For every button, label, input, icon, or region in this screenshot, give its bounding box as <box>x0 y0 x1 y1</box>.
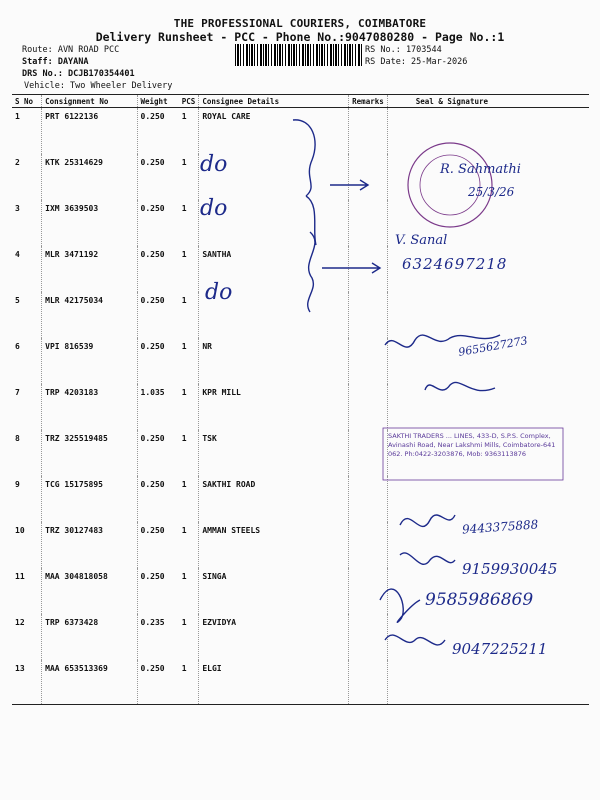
cell-pcs: 1 <box>179 660 199 705</box>
cell-consignment: MAA 304818058 <box>42 568 137 614</box>
cell-consignee: ROYAL CARE <box>199 108 349 155</box>
cell-consignee: AMMAN STEELS <box>199 522 349 568</box>
cell-pcs: 1 <box>181 618 187 627</box>
cell-sno: 2 <box>15 158 20 167</box>
cell-consignee: SANTHA <box>199 246 349 292</box>
bracket-stroke <box>308 232 315 312</box>
col-weight: Weight <box>137 95 179 108</box>
cell-consignment: TRZ 30127483 <box>42 522 137 568</box>
cell-weight: 0.250 <box>137 476 179 522</box>
cell-sno: 8 <box>15 434 20 443</box>
signature-phone: 9655627273 <box>457 334 529 359</box>
cell-consignment: MLR 42175034 <box>42 292 137 338</box>
signature-phone: 9443375888 <box>461 517 539 537</box>
col-signature: Seal & Signature <box>387 95 589 108</box>
cell-weight: 1.035 <box>137 384 179 430</box>
bracket-stroke <box>293 120 315 196</box>
cell-consignment: KTK 25314629 <box>42 154 137 200</box>
rs-date-text: RS Date: 25-Mar-2026 <box>365 57 468 67</box>
cell-sno: 7 <box>15 388 20 397</box>
signature-phone: 9159930045 <box>462 560 558 578</box>
cell-consignee: ELGI <box>199 660 349 705</box>
ditto-mark: do <box>205 280 233 305</box>
signature-name: R. Sahmathi <box>440 162 521 177</box>
cell-consignment: TRP 4203183 <box>42 384 137 430</box>
shop-stamp-text: SAKTHI TRADERS ... LINES, 433-D, S.P.S. Complex, Avinashi Road, Near Lakshmi Mills, Coimbatore-641 062. Ph:0422-3203876, Mob: 9363113876 <box>388 432 556 458</box>
cell-consignee: NR <box>199 338 349 384</box>
cell-pcs: 1 <box>181 296 187 305</box>
cell-weight: 0.250 <box>137 292 179 338</box>
cell-pcs: 1 <box>181 480 187 489</box>
signature-phone: 9585986869 <box>425 590 534 610</box>
col-consignment: Consignment No <box>42 95 137 108</box>
cell-pcs: 1 <box>181 434 187 443</box>
cell-pcs: 1 <box>181 388 187 397</box>
runsheet-title: Delivery Runsheet - PCC - Phone No.:9047080280 - Page No.:1 <box>95 30 505 44</box>
cell-consignment: MAA 653513369 <box>42 660 137 705</box>
signature-scribble <box>400 515 455 526</box>
cell-weight: 0.250 <box>137 154 179 200</box>
cell-pcs: 1 <box>181 158 187 167</box>
signature-scribble <box>400 553 455 564</box>
cell-consignment: TCG 15175895 <box>42 476 137 522</box>
cell-sno: 10 <box>15 526 25 535</box>
cell-consignment: IXM 3639503 <box>42 200 137 246</box>
cell-pcs: 1 <box>181 204 187 213</box>
cell-weight: 0.250 <box>137 246 179 292</box>
cell-weight: 0.250 <box>137 430 179 476</box>
cell-consignee: EZVIDYA <box>199 614 349 660</box>
cell-weight: 0.250 <box>137 522 179 568</box>
signature-phone: 6324697218 <box>402 255 508 273</box>
cell-sno: 13 <box>12 660 42 705</box>
cell-consignment: TRP 6373428 <box>42 614 137 660</box>
cell-weight: 0.250 <box>137 568 179 614</box>
drs-text: DRS No.: DCJB170354401 <box>22 69 135 79</box>
cell-weight: 0.250 <box>137 660 179 705</box>
cell-sno: 12 <box>15 618 25 627</box>
signature-name: V. Sanal <box>395 233 448 248</box>
route-text: Route: AVN ROAD PCC <box>22 45 120 55</box>
cell-pcs: 1 <box>181 112 187 121</box>
ditto-mark: do <box>200 152 228 177</box>
cell-sno: 5 <box>15 296 20 305</box>
cell-sno: 11 <box>15 572 25 581</box>
col-consignee: Consignee Details <box>199 95 349 108</box>
signature-phone: 9047225211 <box>452 640 548 658</box>
staff-text: Staff: DAYANA <box>22 57 89 67</box>
cell-sno: 1 <box>15 112 20 121</box>
cell-consignee: TSK <box>199 430 349 476</box>
cell-sno: 4 <box>15 250 20 259</box>
cell-consignment: VPI 816539 <box>42 338 137 384</box>
signature-date: 25/3/26 <box>468 185 515 199</box>
cell-pcs: 1 <box>181 572 187 581</box>
cell-sno: 6 <box>15 342 20 351</box>
col-sno: S No <box>12 95 42 108</box>
cell-sno: 3 <box>15 204 20 213</box>
signature-scribble <box>380 589 420 622</box>
cell-pcs: 1 <box>181 526 187 535</box>
cell-pcs: 1 <box>181 250 187 259</box>
arrow-icon <box>330 180 368 190</box>
cell-weight: 0.250 <box>137 200 179 246</box>
cell-consignee: SINGA <box>199 568 349 614</box>
cell-weight: 0.250 <box>137 108 179 155</box>
cell-weight: 0.235 <box>137 614 179 660</box>
rs-no-text: RS No.: 1703544 <box>365 45 442 55</box>
arrow-icon <box>322 263 380 273</box>
signature-scribble <box>385 635 445 645</box>
cell-sno: 9 <box>15 480 20 489</box>
cell-consignee: KPR MILL <box>199 384 349 430</box>
signature-scribble <box>425 382 495 390</box>
col-pcs: PCS <box>179 95 199 108</box>
ditto-mark: do <box>200 196 228 221</box>
cell-consignee: SAKTHI ROAD <box>199 476 349 522</box>
col-remarks: Remarks <box>349 95 388 108</box>
company-title: THE PROFESSIONAL COURIERS, COIMBATORE <box>173 17 427 30</box>
cell-pcs: 1 <box>181 342 187 351</box>
cell-consignment: MLR 3471192 <box>42 246 137 292</box>
cell-consignment: TRZ 325519485 <box>42 430 137 476</box>
cell-weight: 0.250 <box>137 338 179 384</box>
vehicle-text: Vehicle: Two Wheeler Delivery <box>24 81 173 91</box>
cell-consignment: PRT 6122136 <box>42 108 137 155</box>
